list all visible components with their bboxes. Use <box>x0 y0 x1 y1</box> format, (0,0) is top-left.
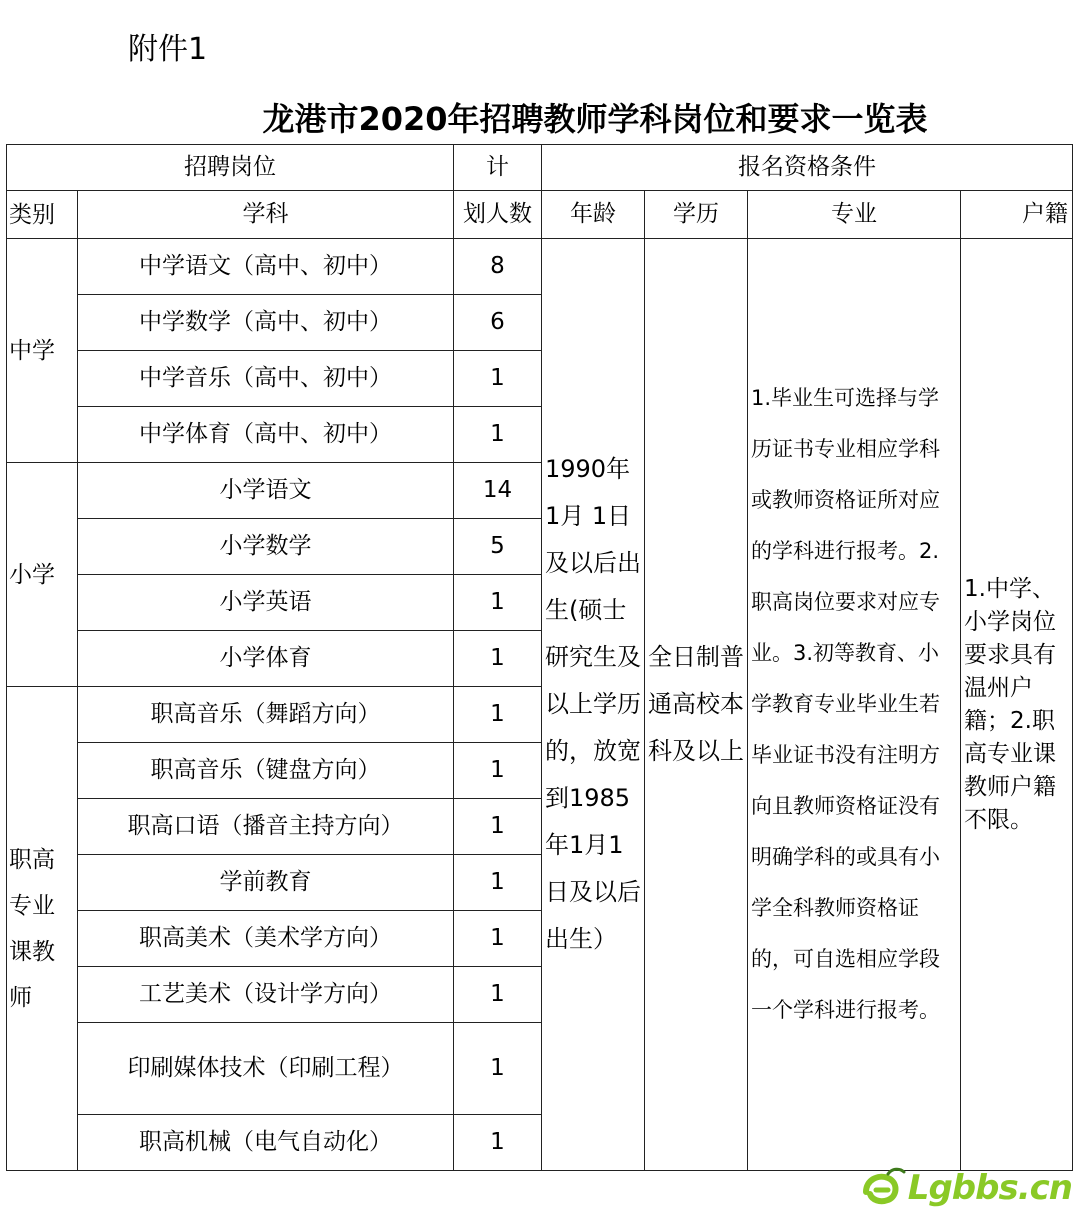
count-cell: 1 <box>454 687 542 743</box>
subject-cell: 小学语文 <box>78 463 454 519</box>
header-major: 专业 <box>748 191 961 239</box>
count-cell: 6 <box>454 295 542 351</box>
header-plan-top: 计 <box>454 145 542 191</box>
count-cell: 1 <box>454 967 542 1023</box>
subject-cell: 职高机械（电气自动化） <box>78 1115 454 1171</box>
hukou-requirement: 1.中学、小学岗位要求具有温州户籍；2.职高专业课教师户籍不限。 <box>961 239 1073 1171</box>
header-requirements-group: 报名资格条件 <box>542 145 1073 191</box>
count-cell: 5 <box>454 519 542 575</box>
subject-cell: 职高口语（播音主持方向） <box>78 799 454 855</box>
count-cell: 1 <box>454 911 542 967</box>
subject-cell: 职高音乐（舞蹈方向） <box>78 687 454 743</box>
page-title: 龙港市2020年招聘教师学科岗位和要求一览表 <box>262 100 928 138</box>
subject-cell: 职高美术（美术学方向） <box>78 911 454 967</box>
header-position-group: 招聘岗位 <box>7 145 454 191</box>
header-education: 学历 <box>645 191 748 239</box>
subject-cell: 中学数学（高中、初中） <box>78 295 454 351</box>
count-cell: 1 <box>454 407 542 463</box>
subject-cell: 职高音乐（键盘方向） <box>78 743 454 799</box>
count-cell: 8 <box>454 239 542 295</box>
header-category: 类别 <box>7 191 78 239</box>
header-age: 年龄 <box>542 191 645 239</box>
subject-cell: 小学英语 <box>78 575 454 631</box>
count-cell: 1 <box>454 799 542 855</box>
category-middle: 中学 <box>7 239 78 463</box>
recruitment-table <box>6 144 1073 1171</box>
major-requirement: 1.毕业生可选择与学历证书专业相应学科或教师资格证所对应的学科进行报考。2.职高岗位要求对应专业。3.初等教育、小学教育专业毕业生若毕业证书没有注明方向且教师资格证没有明确学科的或具有小学全科教师资格证的，可自选相应学段一个学科进行报考。 <box>748 239 961 1171</box>
subject-cell: 工艺美术（设计学方向） <box>78 967 454 1023</box>
header-hukou: 户籍 <box>961 191 1073 239</box>
subject-cell: 中学体育（高中、初中） <box>78 407 454 463</box>
subject-cell: 小学体育 <box>78 631 454 687</box>
count-cell: 1 <box>454 631 542 687</box>
count-cell: 1 <box>454 1115 542 1171</box>
attachment-label: 附件1 <box>128 32 208 67</box>
age-requirement: 1990年1月 1日及以后出生(硕士研究生及以上学历的，放宽到1985年1月1日及以后出生） <box>542 239 645 1171</box>
education-requirement: 全日制普通高校本科及以上 <box>645 239 748 1171</box>
subject-cell: 小学数学 <box>78 519 454 575</box>
subject-cell: 中学音乐（高中、初中） <box>78 351 454 407</box>
count-cell: 1 <box>454 575 542 631</box>
watermark-text: Lgbbs.cn <box>907 1168 1072 1208</box>
watermark-logo-icon <box>858 1166 906 1210</box>
category-primary: 小学 <box>7 463 78 687</box>
count-cell: 1 <box>454 855 542 911</box>
header-subject: 学科 <box>78 191 454 239</box>
table-row <box>7 239 1073 295</box>
header-plan-bottom: 划人数 <box>454 191 542 239</box>
category-vocational: 职高专业课教师 <box>7 687 78 1171</box>
count-cell: 14 <box>454 463 542 519</box>
count-cell: 1 <box>454 743 542 799</box>
subject-cell: 中学语文（高中、初中） <box>78 239 454 295</box>
subject-cell: 印刷媒体技术（印刷工程） <box>78 1023 454 1115</box>
subject-cell: 学前教育 <box>78 855 454 911</box>
watermark <box>858 1166 1072 1210</box>
count-cell: 1 <box>454 1023 542 1115</box>
count-cell: 1 <box>454 351 542 407</box>
